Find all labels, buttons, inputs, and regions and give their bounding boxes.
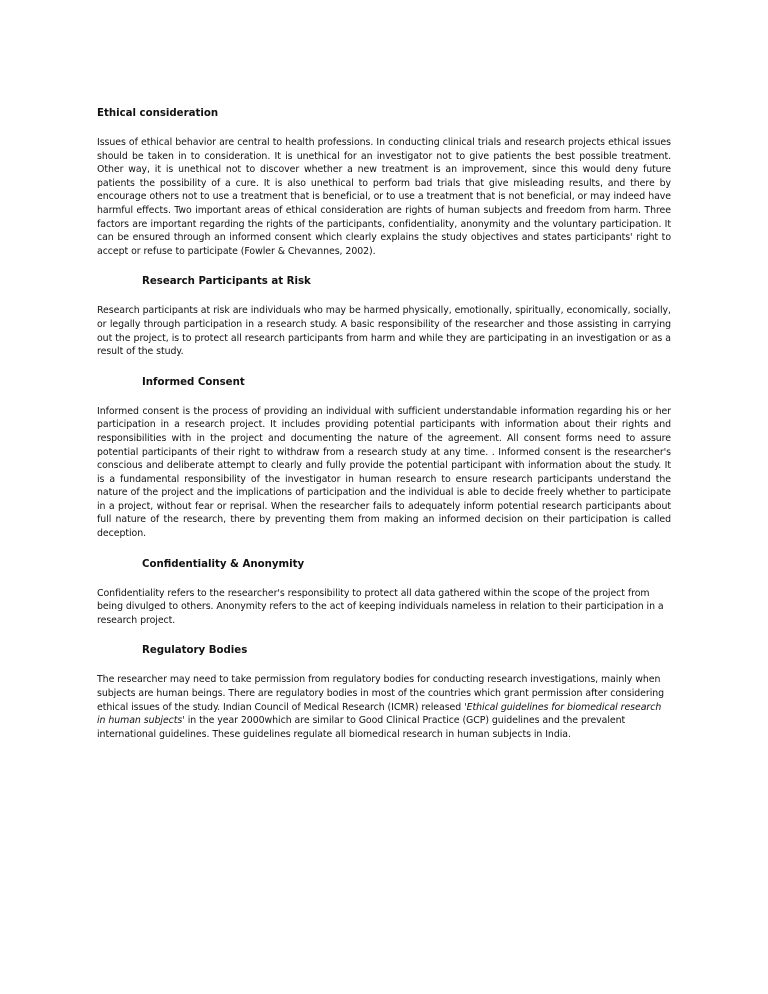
paragraph-regulatory-bodies bbox=[97, 673, 671, 741]
paragraph-ethical-consideration: Issues of ethical behavior are central to health professions. In conducting clinical trials and research projects ethical issues should be taken in to consideration. It is unethical for an investigator not to give patients the best possible treatment. Other way, it is unethical not to discover whether a new treatment is an improvement, since this would deny future patients the possibility of a cure. It is also unethical to perform bad trials that give misleading results, and there by encourage others not to use a treatment that is beneficial, or to use a treatment that is not beneficial, or may indeed have harmful effects. Two important areas of ethical consideration are rights of human subjects and freedom from harm. Three factors are important regarding the rights of the participants, confidentiality, anonymity and the voluntary participation. It can be ensured through an informed consent which clearly explains the study objectives and states participants' right to accept or refuse to participate (Fowler & Chevannes, 2002). bbox=[97, 137, 671, 257]
section-heading-research-participants-at-risk: Research Participants at Risk bbox=[142, 276, 311, 288]
section-heading-ethical-consideration: Ethical consideration bbox=[97, 108, 219, 119]
paragraph-research-participants-at-risk: Research participants at risk are individuals who may be harmed physically, emotionally, spiritually, economically, socially, or legally through participation in a research study. A basic responsibility of the researcher and those assisting in carrying out the project, is to protect all research participants from harm and while they are participating in an investigation or as a result of the study. bbox=[97, 305, 671, 358]
guidelines-title-italic: Ethical guidelines for biomedical research in human subjects bbox=[97, 701, 662, 727]
section-heading-regulatory-bodies: Regulatory Bodies bbox=[142, 645, 248, 657]
document-page bbox=[97, 107, 671, 741]
section-heading-informed-consent: Informed Consent bbox=[142, 376, 245, 388]
paragraph-confidentiality-anonymity: Confidentiality refers to the researcher's responsibility to protect all data gathered within the scope of the project from being divulged to others. Anonymity refers to the act of keeping individuals nameless in relation to their participation in a research project. bbox=[97, 587, 664, 626]
section-heading-confidentiality-anonymity: Confidentiality & Anonymity bbox=[142, 558, 305, 570]
paragraph-informed-consent: Informed consent is the process of providing an individual with sufficient understandable information regarding his or her participation in a research project. It includes providing potential participants with information about their rights and responsibilities with in the project and documenting the nature of the agreement. All consent forms need to assure potential participants of their right to withdraw from a research study at any time. . Informed consent is the researcher's conscious and deliberate attempt to clearly and fully provide the potential participant with information about the study. It is a fundamental responsibility of the investigator in human research to ensure research participants understand the nature of the project and the implications of participation and the individual is able to decide freely whether to participate in a project, without fear or reprisal. When the researcher fails to adequately inform potential research participants about full nature of the research, there by preventing them from making an informed decision on their participation is called deception. bbox=[97, 405, 671, 540]
regulatory-text-before: The researcher may need to take permission from regulatory bodies for conducting research investigations, mainly when subjects are human beings. There are regulatory bodies in most of the countries which grant permission after considering ethical issues of the study. Indian Council of Medical Research (ICMR) released ' bbox=[97, 674, 665, 713]
regulatory-text-after: ' in the year 2000which are similar to Good Clinical Practice (GCP) guidelines and the prevalent international guidelines. These guidelines regulate all biomedical research in human subjects in India. bbox=[97, 715, 626, 740]
